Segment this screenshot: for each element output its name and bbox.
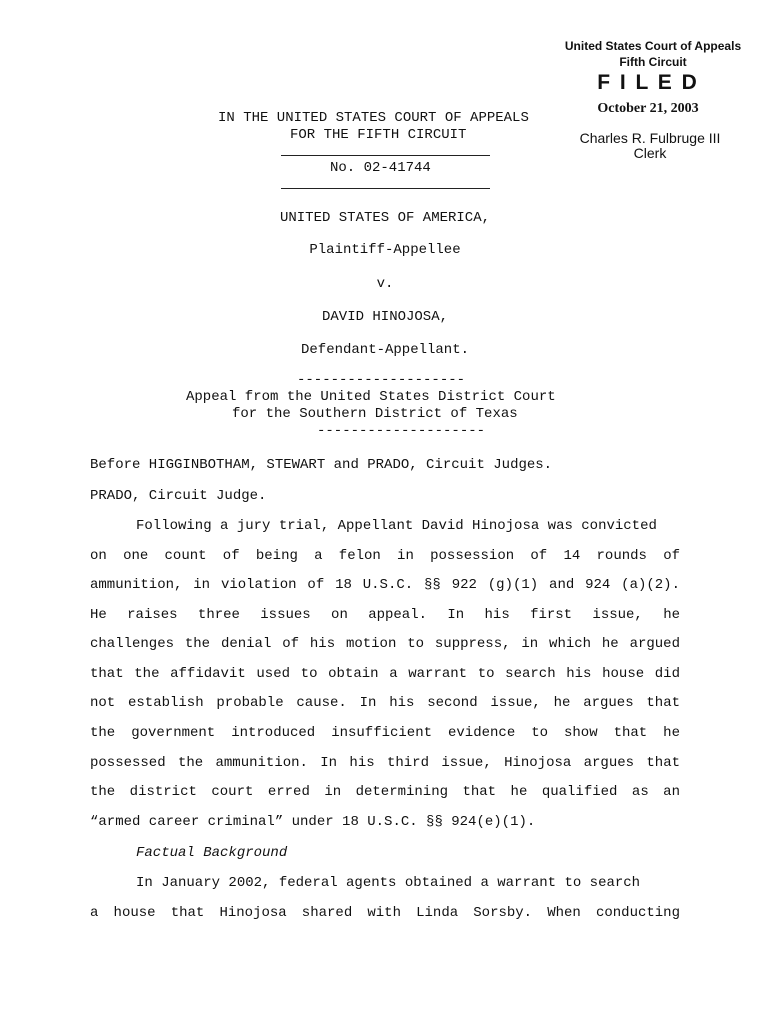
stamp-filed: F I L E D: [597, 71, 699, 94]
section-heading: Factual Background: [136, 845, 288, 861]
paragraph-line: the district court erred in determining that he qualified as an: [90, 784, 680, 800]
stamp-circuit: Fifth Circuit: [619, 55, 687, 69]
versus: v.: [376, 276, 394, 292]
court-line-2: FOR THE FIFTH CIRCUIT: [290, 127, 467, 143]
paragraph-line: ammunition, in violation of 18 U.S.C. §§ 922 (g)(1) and 924 (a)(2).: [90, 577, 680, 593]
docket-number: No. 02-41744: [330, 160, 431, 176]
appeal-line-2: for the Southern District of Texas: [232, 406, 518, 422]
paragraph-line: the government introduced insufficient evidence to show that he: [90, 725, 680, 741]
paragraph-line: He raises three issues on appeal. In his first issue, he: [90, 607, 680, 623]
paragraph-line: Following a jury trial, Appellant David Hinojosa was convicted: [136, 518, 657, 534]
paragraph-line: not establish probable cause. In his second issue, he argues that: [90, 695, 680, 711]
defendant-name: DAVID HINOJOSA,: [321, 309, 449, 325]
filing-stamp: [555, 38, 751, 160]
stamp-clerk-title: Clerk: [633, 145, 667, 161]
dash-line-bottom: --------------------: [317, 423, 486, 439]
panel-line: Before HIGGINBOTHAM, STEWART and PRADO, Circuit Judges.: [90, 457, 553, 473]
dash-line-top: --------------------: [297, 372, 466, 388]
appeal-line-1: Appeal from the United States District Court: [186, 389, 556, 405]
paragraph-line: a house that Hinojosa shared with Linda Sorsby. When conducting: [90, 905, 680, 921]
docket-rule-bottom: [281, 188, 490, 189]
stamp-date: October 21, 2003: [597, 101, 699, 116]
paragraph-line: In January 2002, federal agents obtained a warrant to search: [136, 875, 641, 891]
defendant-role: Defendant-Appellant.: [300, 342, 470, 358]
stamp-court: United States Court of Appeals: [564, 39, 742, 53]
paragraph-line: “armed career criminal” under 18 U.S.C. §§ 924(e)(1).: [90, 814, 536, 830]
paragraph-line: on one count of being a felon in possession of 14 rounds of: [90, 548, 680, 564]
stamp-clerk-name: Charles R. Fulbruge III: [579, 130, 721, 146]
paragraph-line: challenges the denial of his motion to suppress, in which he argued: [90, 636, 680, 652]
plaintiff-name: UNITED STATES OF AMERICA,: [279, 210, 491, 226]
docket-rule-top: [281, 155, 490, 156]
author-line: PRADO, Circuit Judge.: [90, 488, 267, 504]
paragraph-line: possessed the ammunition. In his third issue, Hinojosa argues that: [90, 755, 680, 771]
paragraph-line: that the affidavit used to obtain a warrant to search his house did: [90, 666, 680, 682]
court-line-1: IN THE UNITED STATES COURT OF APPEALS: [218, 110, 529, 126]
plaintiff-role: Plaintiff-Appellee: [309, 242, 461, 258]
